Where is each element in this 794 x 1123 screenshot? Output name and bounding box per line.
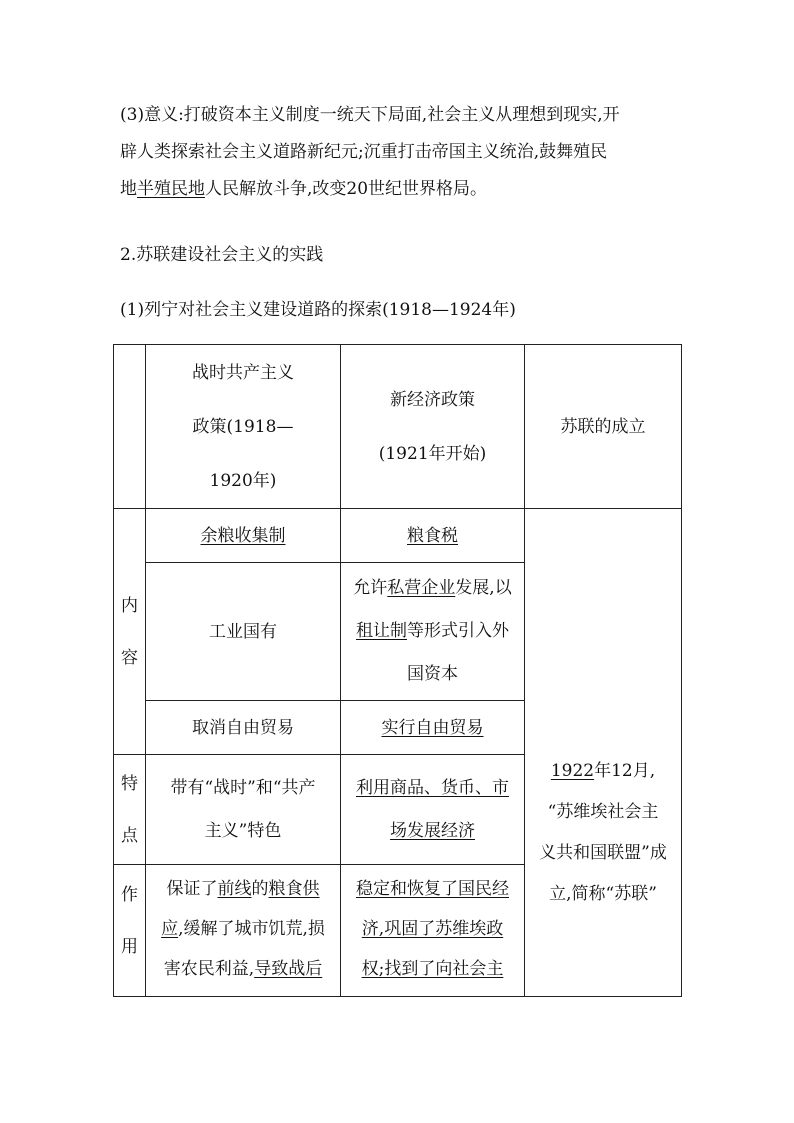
header-text: (1921年开始) (378, 443, 487, 464)
cell-abolish-free-trade: 取消自由贸易 (146, 701, 341, 755)
effect-label-cell (114, 865, 146, 997)
lenin-exploration-table (113, 344, 682, 997)
cell-line: 带有“战时”和“共产 (170, 777, 316, 798)
header-nep (341, 345, 525, 509)
feature-label-cell (114, 755, 146, 865)
cell-nep-features (341, 755, 525, 865)
cell-text: 发展,以 (455, 578, 512, 598)
header-text: 政策(1918— (192, 416, 294, 437)
table-row (114, 509, 682, 563)
cell-line: 稳定和恢复了国民经 (356, 879, 509, 899)
header-text: 战时共产主义 (192, 362, 294, 383)
ussr-line-2: “苏维埃社会主 (547, 801, 659, 822)
ussr-line-3: 义共和国联盟”成 (539, 842, 667, 863)
cell-line (152, 909, 334, 949)
cell-war-effects (146, 865, 341, 997)
cell-text: 允许 (353, 578, 388, 598)
cell-line: 国资本 (407, 664, 458, 684)
cell-text: 等形式引入外 (407, 621, 509, 641)
header-empty-cell (114, 345, 146, 509)
underlined-term: 余粮收集制 (200, 525, 286, 546)
cell-text: ,缓解了城市饥荒,损 (178, 919, 325, 939)
underlined-term: 粮食供 (268, 879, 320, 899)
para-line-2: 辟人类探索社会主义道路新纪元;沉重打击帝国主义统治,鼓舞殖民 (120, 142, 608, 162)
underlined-term: 私营企业 (387, 578, 456, 598)
subsection-heading: (1)列宁对社会主义建设道路的探索(1918—1924年) (120, 300, 516, 320)
para-text: 地 (120, 179, 137, 199)
cell-war-features (146, 755, 341, 865)
cell-text: 保证了 (166, 879, 218, 899)
content-label-cell (114, 509, 146, 755)
label-char: 内 (121, 595, 138, 616)
label-char: 特 (121, 773, 138, 794)
label-char: 用 (121, 937, 138, 957)
section-heading: 2.苏联建设社会主义的实践 (120, 245, 324, 265)
header-war-communism (146, 345, 341, 509)
paragraph-significance (120, 97, 680, 208)
underlined-term: 实行自由贸易 (381, 717, 484, 738)
label-char: 点 (121, 825, 138, 846)
table-header-row (114, 345, 682, 509)
cell-line: 利用商品、货币、市 (356, 777, 509, 798)
cell-text: 的 (251, 879, 269, 899)
cell-free-trade (341, 701, 525, 755)
cell-line (347, 567, 518, 610)
cell-private-enterprise (341, 563, 525, 701)
cell-line (152, 949, 334, 989)
cell-grain-tax (341, 509, 525, 563)
underlined-term: 粮食税 (407, 525, 458, 546)
cell-grain-requisition (146, 509, 341, 563)
label-char: 容 (121, 647, 138, 668)
label-char: 作 (121, 885, 138, 905)
header-text: 新经济政策 (390, 389, 475, 410)
para-line-1: (3)意义:打破资本主义制度一统天下局面,社会主义从理想到现实,开 (120, 105, 620, 125)
cell-ussr-body (525, 509, 682, 997)
ussr-line-1 (525, 751, 681, 792)
underlined-term: 导致战后 (254, 959, 323, 979)
cell-line: 权;找到了向社会主 (361, 959, 504, 979)
header-text: 1920年) (209, 470, 277, 491)
para-line-3 (120, 171, 680, 208)
cell-industry-nationalized: 工业国有 (146, 563, 341, 701)
ussr-line-4: 立,简称“苏联” (549, 883, 657, 904)
para-text: 人民解放斗争,改变20世纪世界格局。 (205, 179, 488, 199)
underlined-term: 租让制 (356, 621, 407, 641)
underlined-term: 前线 (217, 879, 252, 899)
cell-line: 场发展经济 (390, 820, 475, 841)
cell-line: 主义”特色 (204, 820, 282, 841)
underlined-term: 应 (161, 919, 179, 939)
ussr-text: 年12月, (594, 760, 656, 781)
cell-line (152, 869, 334, 909)
cell-line: 济,巩固了苏维埃政 (361, 919, 504, 939)
cell-nep-effects (341, 865, 525, 997)
cell-text: 害农民利益, (163, 959, 255, 979)
underlined-year: 1922 (550, 760, 595, 781)
cell-line (347, 610, 518, 653)
header-ussr-founding: 苏联的成立 (525, 345, 682, 509)
underlined-term: 半殖民地 (137, 179, 205, 199)
